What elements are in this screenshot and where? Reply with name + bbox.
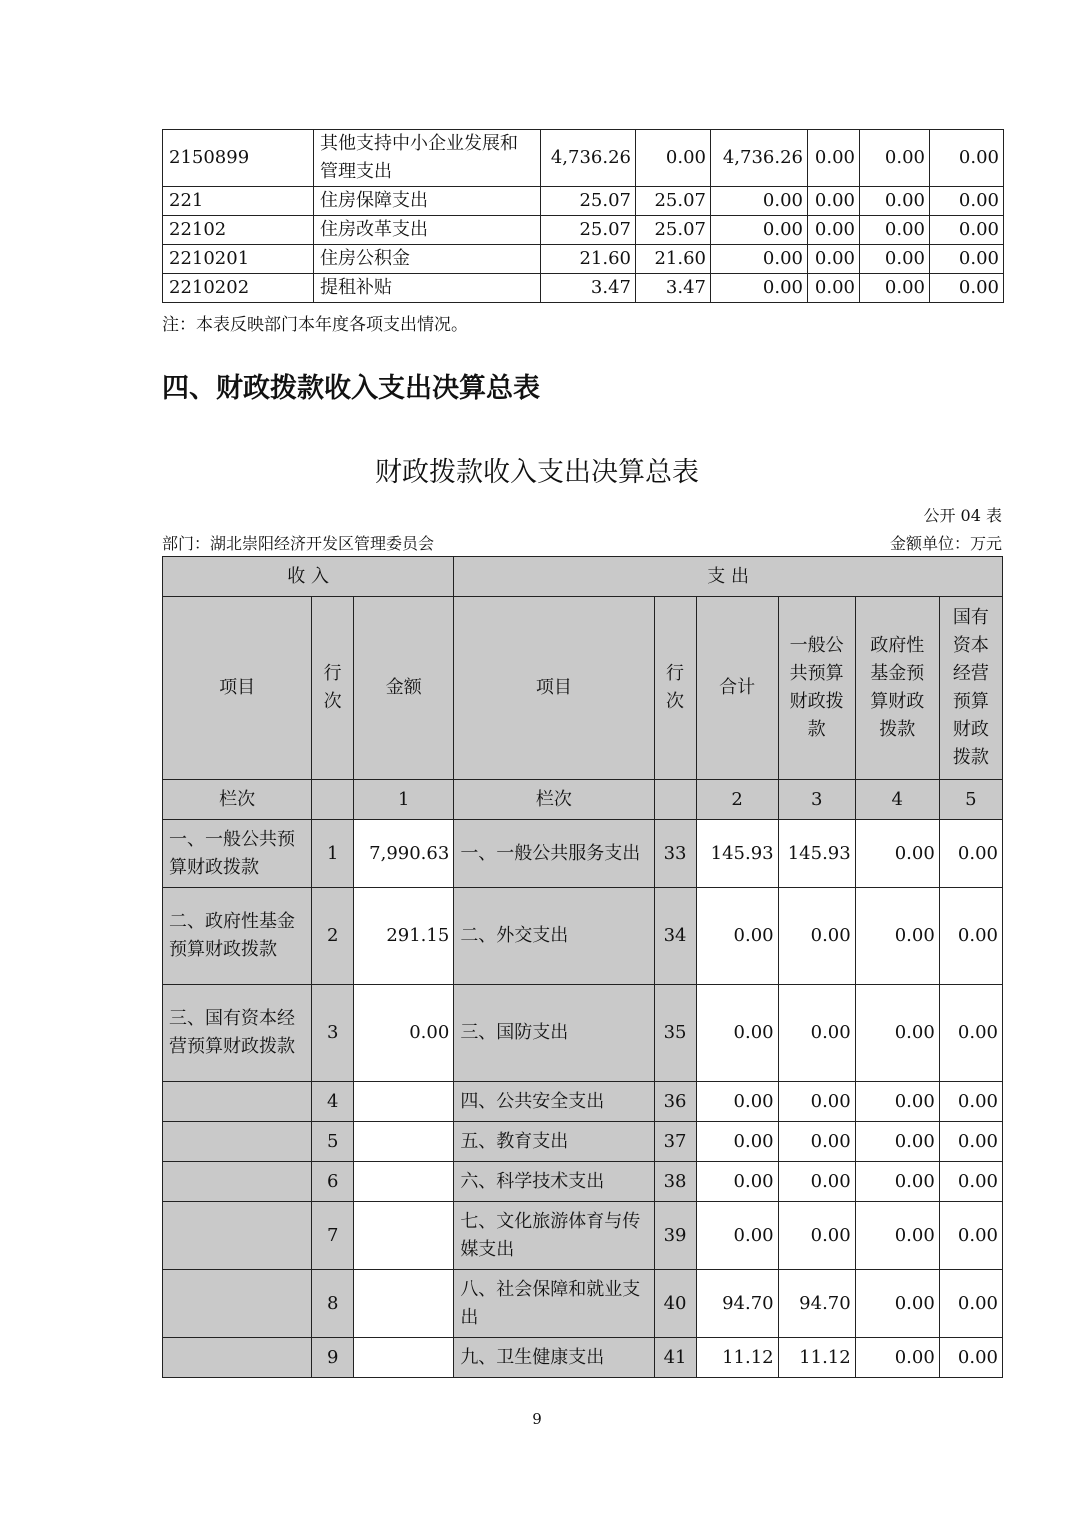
expense-fund: 0.00: [855, 1122, 939, 1162]
expense-total: 145.93: [696, 820, 778, 888]
income-amount: 0.00: [354, 985, 454, 1082]
expense-line: 33: [654, 820, 696, 888]
table-row: [163, 1202, 1003, 1270]
amount-cell: 0.00: [860, 274, 930, 303]
expense-total: 0.00: [696, 985, 778, 1082]
col-fund: 政府性基金预算财政拨款: [855, 597, 939, 780]
expense-line: 36: [654, 1082, 696, 1122]
expense-total: 0.00: [696, 1082, 778, 1122]
amount-cell: 0.00: [930, 274, 1004, 303]
expense-general: 0.00: [778, 888, 855, 985]
expense-item: 一、一般公共服务支出: [454, 820, 654, 888]
expense-item: 四、公共安全支出: [454, 1082, 654, 1122]
expense-general: 11.12: [778, 1338, 855, 1378]
expense-item: 三、国防支出: [454, 985, 654, 1082]
lanci-num: 1: [354, 780, 454, 820]
amount-cell: 0.00: [808, 187, 860, 216]
expense-general: 94.70: [778, 1270, 855, 1338]
amount-cell: 0.00: [860, 130, 930, 187]
expense-total: 0.00: [696, 1122, 778, 1162]
expense-line: 38: [654, 1162, 696, 1202]
income-line: 2: [312, 888, 354, 985]
expense-line: 39: [654, 1202, 696, 1270]
table-row: [163, 1122, 1003, 1162]
amount-cell: 0.00: [930, 245, 1004, 274]
expense-item: 九、卫生健康支出: [454, 1338, 654, 1378]
income-item: [163, 1162, 312, 1202]
income-line: 7: [312, 1202, 354, 1270]
expense-general: 0.00: [778, 1202, 855, 1270]
table-row: [163, 820, 1003, 888]
unit-label: 金额单位：万元: [889, 534, 1002, 553]
income-item: 三、国有资本经营预算财政拨款: [163, 985, 312, 1082]
lanci-num: 2: [696, 780, 778, 820]
expense-item: 二、外交支出: [454, 888, 654, 985]
amount-cell: 0.00: [808, 130, 860, 187]
subject-code: 22102: [163, 216, 314, 245]
expense-fund: 0.00: [855, 1202, 939, 1270]
amount-cell: 0.00: [636, 130, 711, 187]
income-amount: [354, 1082, 454, 1122]
lanci-num: 3: [778, 780, 855, 820]
subject-name: 提租补贴: [314, 274, 541, 303]
income-item: [163, 1202, 312, 1270]
subject-name: 住房保障支出: [314, 187, 541, 216]
amount-cell: 0.00: [711, 274, 808, 303]
expense-line: 41: [654, 1338, 696, 1378]
amount-cell: 3.47: [636, 274, 711, 303]
expense-state: 0.00: [939, 1202, 1002, 1270]
expense-total: 0.00: [696, 888, 778, 985]
page-number: 9: [532, 1410, 542, 1428]
income-line: 1: [312, 820, 354, 888]
table-note: 注：本表反映部门本年度各项支出情况。: [162, 315, 468, 335]
income-amount: 291.15: [354, 888, 454, 985]
expense-line: 37: [654, 1122, 696, 1162]
expense-state: 0.00: [939, 1162, 1002, 1202]
col-item: 项目: [163, 597, 312, 780]
col-line: 行次: [312, 597, 354, 780]
table-row: [163, 1270, 1003, 1338]
expense-total: 0.00: [696, 1162, 778, 1202]
col-line2: 行次: [654, 597, 696, 780]
col-general: 一般公共预算财政拨款: [778, 597, 855, 780]
expense-state: 0.00: [939, 820, 1002, 888]
table-row: [163, 1082, 1003, 1122]
section-heading: 四、财政拨款收入支出决算总表: [162, 373, 540, 404]
subject-code: 2210202: [163, 274, 314, 303]
amount-cell: 0.00: [860, 187, 930, 216]
income-line: 4: [312, 1082, 354, 1122]
table-row: [163, 216, 1004, 245]
col-total: 合计: [696, 597, 778, 780]
col-item2: 项目: [454, 597, 654, 780]
expense-header: 支 出: [454, 557, 1003, 597]
amount-cell: 0.00: [711, 245, 808, 274]
amount-cell: 25.07: [636, 216, 711, 245]
amount-cell: 25.07: [541, 187, 636, 216]
table-title: 财政拨款收入支出决算总表: [375, 457, 699, 488]
expense-total: 94.70: [696, 1270, 778, 1338]
table-row: [163, 1338, 1003, 1378]
expense-line: 40: [654, 1270, 696, 1338]
expense-item: 六、科学技术支出: [454, 1162, 654, 1202]
table-row: [163, 245, 1004, 274]
income-amount: 7,990.63: [354, 820, 454, 888]
subject-code: 221: [163, 187, 314, 216]
department-label: 部门：湖北崇阳经济开发区管理委员会: [162, 534, 435, 553]
expense-state: 0.00: [939, 1270, 1002, 1338]
amount-cell: 0.00: [808, 245, 860, 274]
expense-fund: 0.00: [855, 820, 939, 888]
expense-general: 0.00: [778, 1122, 855, 1162]
amount-cell: 0.00: [930, 187, 1004, 216]
expense-state: 0.00: [939, 888, 1002, 985]
amount-cell: 0.00: [711, 216, 808, 245]
subject-code: 2150899: [163, 130, 314, 187]
income-item: 一、一般公共预算财政拨款: [163, 820, 312, 888]
income-amount: [354, 1338, 454, 1378]
table-row: [163, 187, 1004, 216]
table-number: 公开 04 表: [923, 506, 1002, 525]
expense-item: 七、文化旅游体育与传媒支出: [454, 1202, 654, 1270]
amount-cell: 25.07: [541, 216, 636, 245]
amount-cell: 21.60: [636, 245, 711, 274]
amount-cell: 3.47: [541, 274, 636, 303]
amount-cell: 0.00: [930, 130, 1004, 187]
subject-name: 住房改革支出: [314, 216, 541, 245]
income-item: [163, 1122, 312, 1162]
income-amount: [354, 1162, 454, 1202]
table-row: [163, 130, 1004, 187]
income-line: 5: [312, 1122, 354, 1162]
income-amount: [354, 1122, 454, 1162]
expense-state: 0.00: [939, 1082, 1002, 1122]
amount-cell: 0.00: [808, 216, 860, 245]
amount-cell: 4,736.26: [541, 130, 636, 187]
expense-state: 0.00: [939, 1122, 1002, 1162]
lanci-label: 栏次: [454, 780, 654, 820]
expense-general: 0.00: [778, 1082, 855, 1122]
amount-cell: 0.00: [930, 216, 1004, 245]
income-item: [163, 1270, 312, 1338]
amount-cell: 25.07: [636, 187, 711, 216]
income-amount: [354, 1270, 454, 1338]
expense-line: 34: [654, 888, 696, 985]
amount-cell: 4,736.26: [711, 130, 808, 187]
expense-state: 0.00: [939, 985, 1002, 1082]
expense-general: 0.00: [778, 985, 855, 1082]
subject-code: 2210201: [163, 245, 314, 274]
expense-total: 0.00: [696, 1202, 778, 1270]
table-row: [163, 274, 1004, 303]
col-state: 国有资本经营预算财政拨款: [939, 597, 1002, 780]
subject-name: 其他支持中小企业发展和管理支出: [314, 130, 541, 187]
expense-fund: 0.00: [855, 1162, 939, 1202]
income-line: 8: [312, 1270, 354, 1338]
blank-cell: [654, 780, 696, 820]
expense-fund: 0.00: [855, 888, 939, 985]
expense-line: 35: [654, 985, 696, 1082]
col-amount: 金额: [354, 597, 454, 780]
expense-fund: 0.00: [855, 1082, 939, 1122]
expense-general: 145.93: [778, 820, 855, 888]
income-item: [163, 1082, 312, 1122]
expense-total: 11.12: [696, 1338, 778, 1378]
expense-fund: 0.00: [855, 985, 939, 1082]
lanci-label: 栏次: [163, 780, 312, 820]
income-amount: [354, 1202, 454, 1270]
expense-fund: 0.00: [855, 1338, 939, 1378]
expense-state: 0.00: [939, 1338, 1002, 1378]
expense-fund: 0.00: [855, 1270, 939, 1338]
blank-cell: [312, 780, 354, 820]
amount-cell: 0.00: [808, 274, 860, 303]
income-line: 3: [312, 985, 354, 1082]
income-item: 二、政府性基金预算财政拨款: [163, 888, 312, 985]
expense-item: 五、教育支出: [454, 1122, 654, 1162]
amount-cell: 21.60: [541, 245, 636, 274]
income-line: 9: [312, 1338, 354, 1378]
amount-cell: 0.00: [860, 245, 930, 274]
income-line: 6: [312, 1162, 354, 1202]
amount-cell: 0.00: [860, 216, 930, 245]
lanci-num: 5: [939, 780, 1002, 820]
fiscal-summary-table: [162, 556, 1003, 1378]
income-item: [163, 1338, 312, 1378]
subject-name: 住房公积金: [314, 245, 541, 274]
table-row: [163, 1162, 1003, 1202]
amount-cell: 0.00: [711, 187, 808, 216]
lanci-num: 4: [855, 780, 939, 820]
expense-detail-table: [162, 129, 1004, 303]
table-row: [163, 888, 1003, 985]
income-header: 收 入: [163, 557, 454, 597]
expense-item: 八、社会保障和就业支出: [454, 1270, 654, 1338]
table-row: [163, 985, 1003, 1082]
expense-general: 0.00: [778, 1162, 855, 1202]
